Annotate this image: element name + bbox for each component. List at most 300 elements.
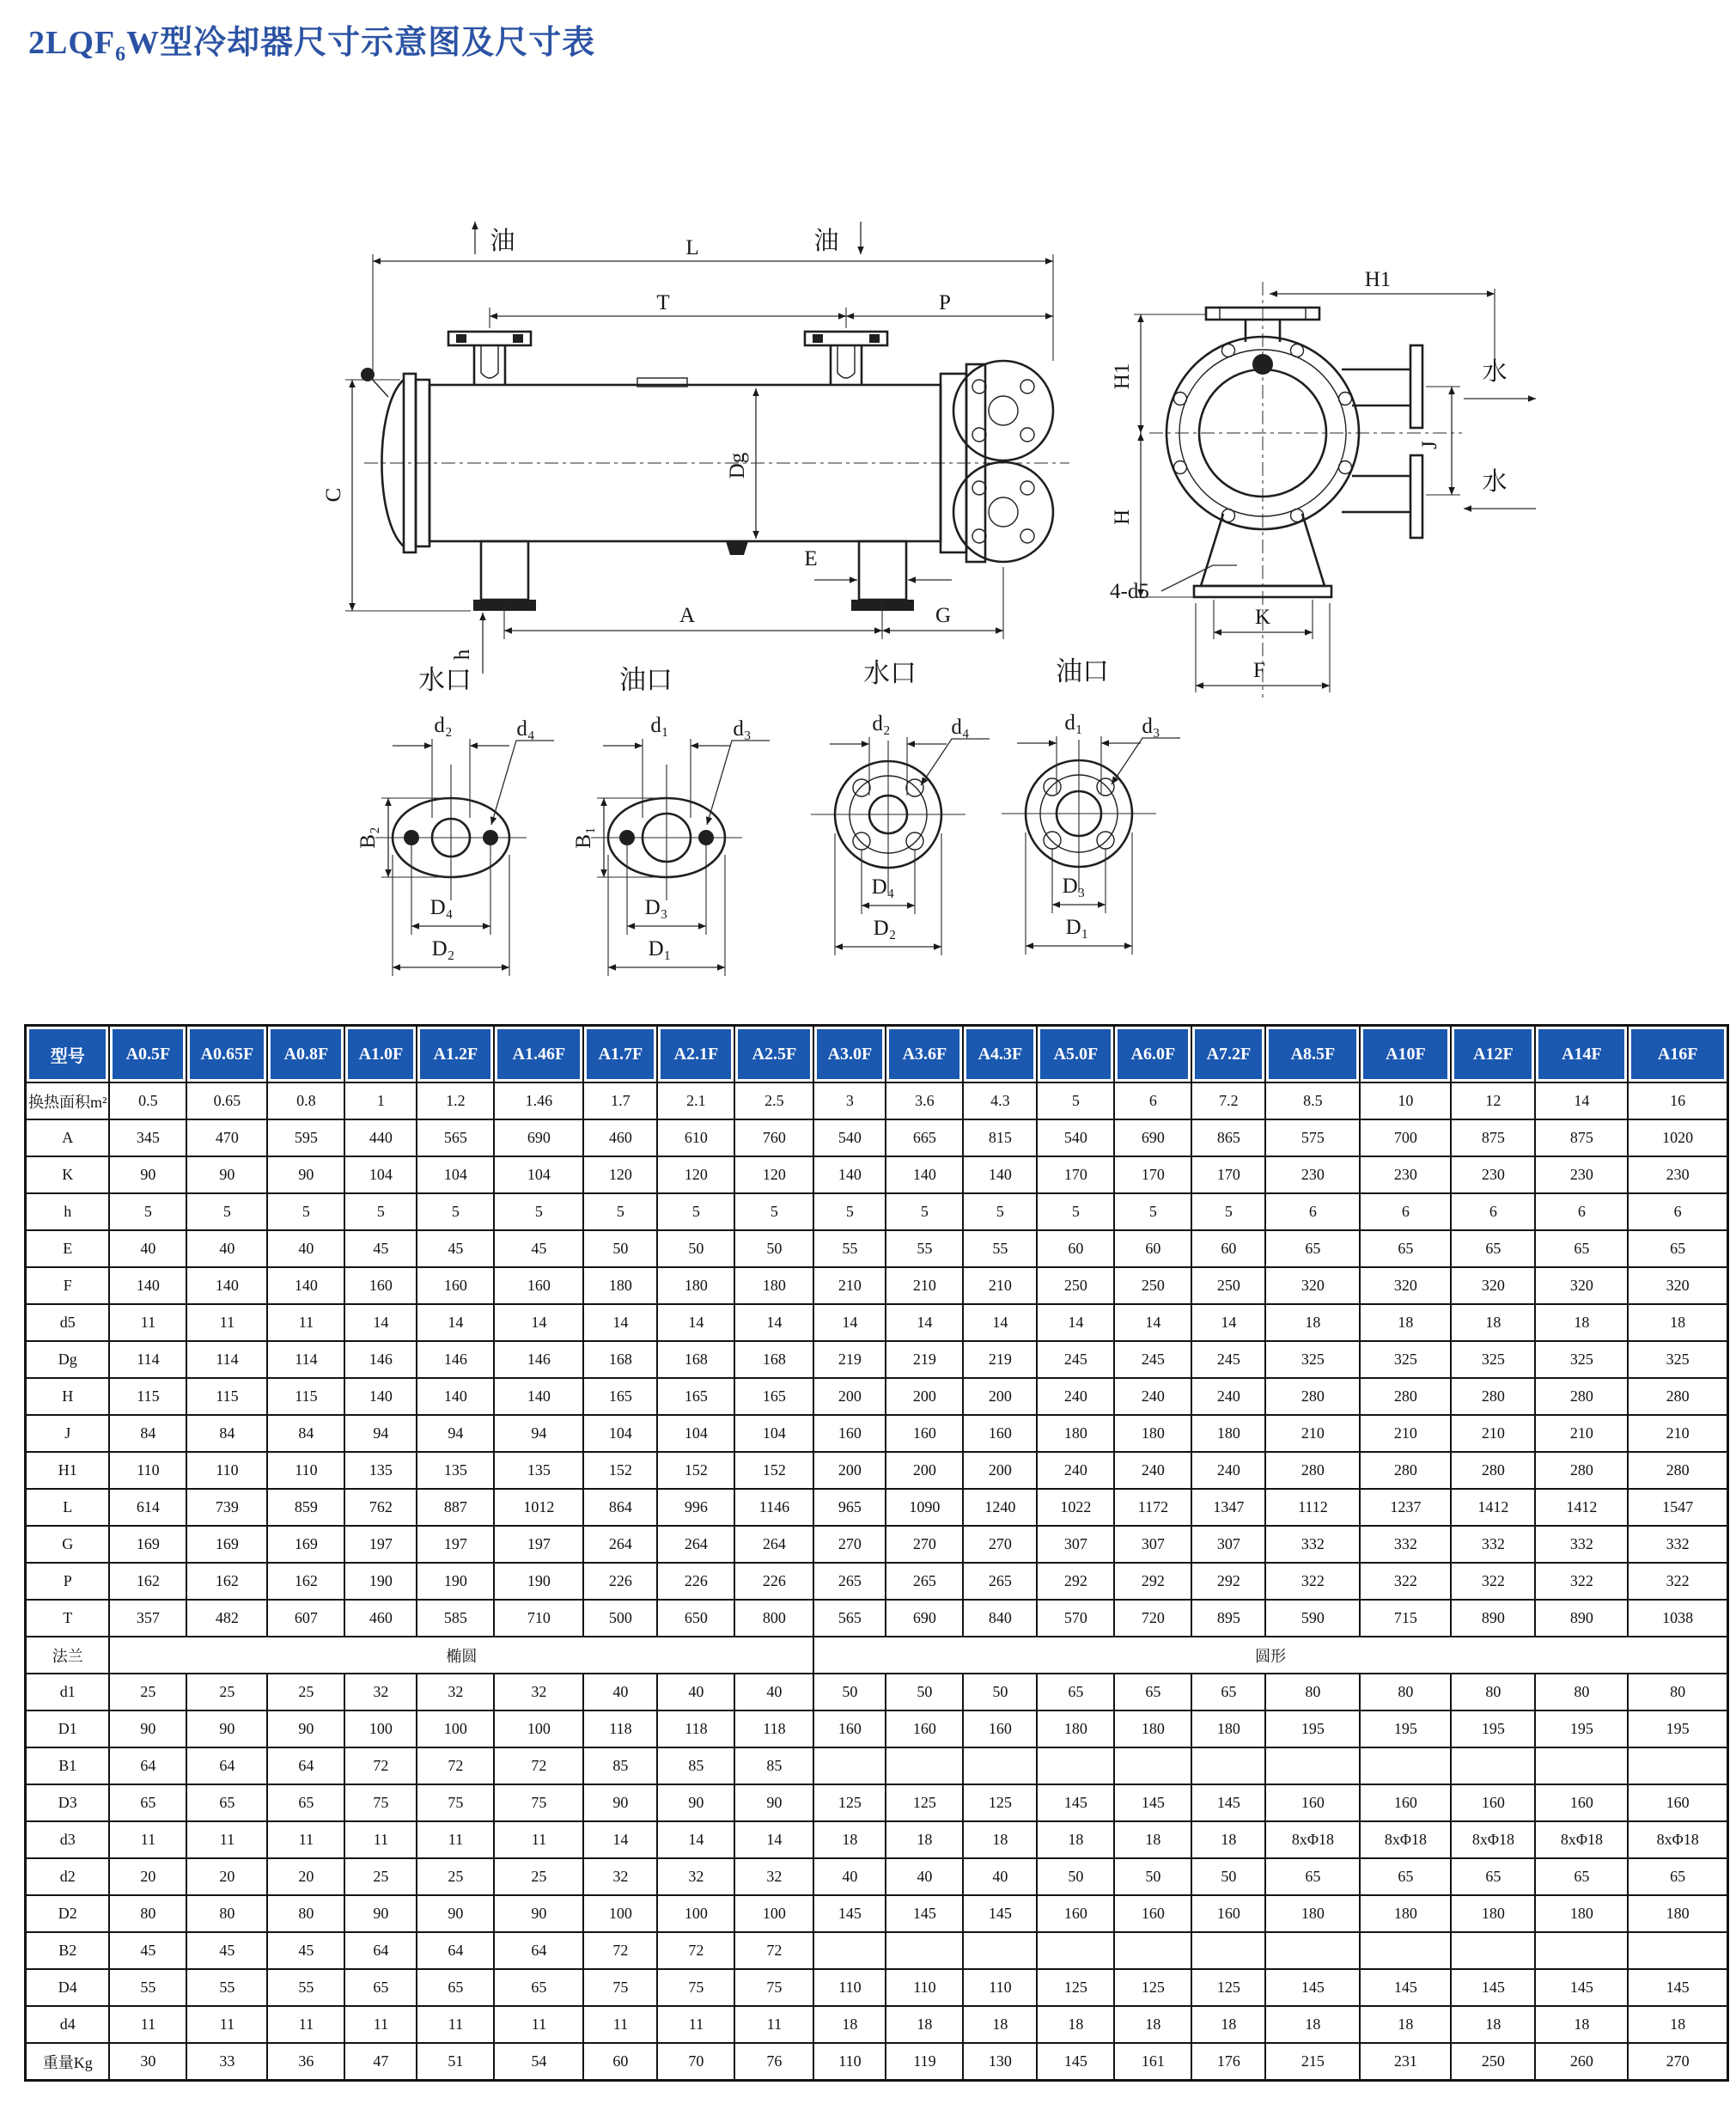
value-cell: 230: [1628, 1156, 1727, 1193]
value-cell: 18: [1535, 1304, 1628, 1341]
value-cell: 65: [1628, 1858, 1727, 1895]
value-cell: 5: [1037, 1082, 1114, 1119]
value-cell: [1114, 1747, 1191, 1784]
value-cell: 51: [417, 2043, 494, 2081]
value-cell: 280: [1535, 1452, 1628, 1489]
table-row: [26, 2043, 1728, 2081]
value-cell: 280: [1451, 1452, 1535, 1489]
row-label: T: [26, 1600, 110, 1637]
value-cell: 250: [1191, 1267, 1265, 1304]
value-cell: 1090: [886, 1489, 963, 1526]
value-cell: 40: [734, 1674, 813, 1710]
value-cell: 607: [267, 1600, 344, 1637]
water-label-upper: 水: [1482, 358, 1508, 386]
value-cell: 895: [1191, 1600, 1265, 1637]
value-cell: 145: [963, 1895, 1037, 1932]
value-cell: 865: [1191, 1119, 1265, 1156]
value-cell: 169: [186, 1526, 267, 1563]
value-cell: 292: [1191, 1563, 1265, 1600]
value-cell: 565: [813, 1600, 886, 1637]
value-cell: 115: [267, 1378, 344, 1415]
dim-L: L: [685, 236, 699, 259]
value-cell: 5: [267, 1193, 344, 1230]
model-header-cell: A0.65F: [186, 1026, 267, 1083]
dimension-table-wrap: [24, 1024, 1729, 2082]
row-label: H: [26, 1378, 110, 1415]
value-cell: 169: [109, 1526, 186, 1563]
end-view: [1110, 268, 1536, 698]
value-cell: 85: [657, 1747, 734, 1784]
value-cell: 875: [1451, 1119, 1535, 1156]
value-cell: 176: [1191, 2043, 1265, 2081]
value-cell: 11: [417, 1821, 494, 1858]
value-cell: 1022: [1037, 1489, 1114, 1526]
value-cell: 161: [1114, 2043, 1191, 2081]
value-cell: 460: [344, 1600, 417, 1637]
value-cell: 80: [1360, 1674, 1451, 1710]
value-cell: 40: [886, 1858, 963, 1895]
value-cell: 100: [344, 1710, 417, 1747]
value-cell: 332: [1628, 1526, 1727, 1563]
dim-D2-round: D₂: [873, 917, 897, 940]
value-cell: 60: [1037, 1230, 1114, 1267]
dim-A: A: [679, 604, 696, 627]
value-cell: 14: [657, 1304, 734, 1341]
model-header-cell: A5.0F: [1037, 1026, 1114, 1083]
dim-T: T: [656, 291, 670, 314]
value-cell: 64: [267, 1747, 344, 1784]
oil-label-left: 油: [490, 228, 515, 255]
value-cell: 18: [1628, 1304, 1727, 1341]
value-cell: 180: [1360, 1895, 1451, 1932]
value-cell: 100: [583, 1895, 657, 1932]
value-cell: 2.5: [734, 1082, 813, 1119]
value-cell: 292: [1114, 1563, 1191, 1600]
value-cell: 197: [417, 1526, 494, 1563]
value-cell: 195: [1360, 1710, 1451, 1747]
value-cell: 160: [417, 1267, 494, 1304]
value-cell: 65: [1535, 1858, 1628, 1895]
value-cell: 11: [657, 2006, 734, 2043]
value-cell: 160: [344, 1267, 417, 1304]
table-row: [26, 1747, 1728, 1784]
value-cell: 280: [1360, 1378, 1451, 1415]
value-cell: 90: [494, 1895, 583, 1932]
value-cell: 325: [1535, 1341, 1628, 1378]
value-cell: 135: [494, 1452, 583, 1489]
row-label: d1: [26, 1674, 110, 1710]
value-cell: 14: [1037, 1304, 1114, 1341]
value-cell: 11: [267, 2006, 344, 2043]
value-cell: 14: [734, 1821, 813, 1858]
value-cell: 345: [109, 1119, 186, 1156]
value-cell: 482: [186, 1600, 267, 1637]
value-cell: 125: [1037, 1969, 1114, 2006]
value-cell: 18: [1037, 2006, 1114, 2043]
value-cell: 0.5: [109, 1082, 186, 1119]
value-cell: 250: [1451, 2043, 1535, 2081]
row-label: H1: [26, 1452, 110, 1489]
value-cell: 65: [1451, 1858, 1535, 1895]
value-cell: 54: [494, 2043, 583, 2081]
page-title: [28, 15, 595, 67]
value-cell: 6: [1360, 1193, 1451, 1230]
value-cell: 710: [494, 1600, 583, 1637]
value-cell: [1360, 1932, 1451, 1969]
table-row: [26, 1304, 1728, 1341]
value-cell: [1114, 1932, 1191, 1969]
table-row: [26, 1784, 1728, 1821]
value-cell: 160: [1265, 1784, 1360, 1821]
value-cell: 140: [886, 1156, 963, 1193]
value-cell: 32: [734, 1858, 813, 1895]
value-cell: 40: [109, 1230, 186, 1267]
value-cell: 14: [583, 1304, 657, 1341]
header-row: [26, 1026, 1728, 1083]
value-cell: 160: [1451, 1784, 1535, 1821]
value-cell: 190: [344, 1563, 417, 1600]
value-cell: 890: [1535, 1600, 1628, 1637]
value-cell: 590: [1265, 1600, 1360, 1637]
value-cell: 75: [583, 1969, 657, 2006]
value-cell: 114: [267, 1341, 344, 1378]
value-cell: [1535, 1747, 1628, 1784]
value-cell: 240: [1191, 1452, 1265, 1489]
value-cell: 6: [1451, 1193, 1535, 1230]
value-cell: 219: [813, 1341, 886, 1378]
value-cell: 8.5: [1265, 1082, 1360, 1119]
value-cell: 11: [344, 2006, 417, 2043]
row-label: d2: [26, 1858, 110, 1895]
row-label: D4: [26, 1969, 110, 2006]
value-cell: 65: [1191, 1674, 1265, 1710]
value-cell: 14: [963, 1304, 1037, 1341]
value-cell: 75: [734, 1969, 813, 2006]
value-cell: 245: [1037, 1341, 1114, 1378]
value-cell: 110: [813, 2043, 886, 2081]
row-label: J: [26, 1415, 110, 1452]
value-cell: 25: [417, 1858, 494, 1895]
model-header-cell: A1.7F: [583, 1026, 657, 1083]
value-cell: 325: [1265, 1341, 1360, 1378]
value-cell: 265: [963, 1563, 1037, 1600]
value-cell: 90: [186, 1710, 267, 1747]
value-cell: 14: [494, 1304, 583, 1341]
value-cell: [963, 1747, 1037, 1784]
value-cell: 94: [344, 1415, 417, 1452]
value-cell: 118: [734, 1710, 813, 1747]
value-cell: 110: [886, 1969, 963, 2006]
value-cell: 195: [1535, 1710, 1628, 1747]
value-cell: 180: [1191, 1710, 1265, 1747]
value-cell: 14: [813, 1304, 886, 1341]
table-row: [26, 1489, 1728, 1526]
model-header-cell: A14F: [1535, 1026, 1628, 1083]
value-cell: 30: [109, 2043, 186, 2081]
value-cell: 11: [109, 1304, 186, 1341]
value-cell: 690: [886, 1600, 963, 1637]
value-cell: 18: [886, 2006, 963, 2043]
value-cell: 11: [494, 1821, 583, 1858]
value-cell: 325: [1360, 1341, 1451, 1378]
value-cell: 11: [186, 1821, 267, 1858]
value-cell: 1012: [494, 1489, 583, 1526]
value-cell: 160: [963, 1415, 1037, 1452]
value-cell: 90: [734, 1784, 813, 1821]
value-cell: 55: [813, 1230, 886, 1267]
flange-detail-oil-round: [1002, 656, 1180, 954]
value-cell: 575: [1265, 1119, 1360, 1156]
value-cell: 47: [344, 2043, 417, 2081]
table-row: [26, 2006, 1728, 2043]
value-cell: 240: [1037, 1378, 1114, 1415]
value-cell: 1020: [1628, 1119, 1727, 1156]
value-cell: 84: [109, 1415, 186, 1452]
value-cell: 118: [583, 1710, 657, 1747]
dim-d4-round: d₄: [951, 716, 970, 739]
value-cell: 200: [813, 1378, 886, 1415]
value-cell: 280: [1265, 1452, 1360, 1489]
value-cell: 1412: [1535, 1489, 1628, 1526]
table-row: [26, 1341, 1728, 1378]
model-header-cell: A2.5F: [734, 1026, 813, 1083]
value-cell: 2.1: [657, 1082, 734, 1119]
value-cell: 120: [583, 1156, 657, 1193]
value-cell: 65: [494, 1969, 583, 2006]
dim-D4-round: D₄: [871, 875, 895, 899]
value-cell: 8xΦ18: [1360, 1821, 1451, 1858]
table-row: [26, 1858, 1728, 1895]
value-cell: [1451, 1932, 1535, 1969]
value-cell: [1628, 1747, 1727, 1784]
row-label: d3: [26, 1821, 110, 1858]
value-cell: 5: [1114, 1193, 1191, 1230]
value-cell: 5: [657, 1193, 734, 1230]
side-view: [322, 222, 1069, 674]
flange-detail-oil-oval: [572, 665, 770, 976]
value-cell: [1037, 1932, 1114, 1969]
value-cell: 18: [1265, 2006, 1360, 2043]
value-cell: 65: [1265, 1230, 1360, 1267]
value-cell: 40: [583, 1674, 657, 1710]
value-cell: 18: [963, 2006, 1037, 2043]
dim-D1-round: D₁: [1065, 916, 1089, 939]
value-cell: 160: [1114, 1895, 1191, 1932]
value-cell: 815: [963, 1119, 1037, 1156]
value-cell: 1347: [1191, 1489, 1265, 1526]
row-label: D2: [26, 1895, 110, 1932]
value-cell: 55: [963, 1230, 1037, 1267]
value-cell: 570: [1037, 1600, 1114, 1637]
value-cell: 50: [1037, 1858, 1114, 1895]
value-cell: 25: [267, 1674, 344, 1710]
value-cell: 5: [1191, 1193, 1265, 1230]
value-cell: 168: [583, 1341, 657, 1378]
value-cell: 18: [813, 1821, 886, 1858]
value-cell: [1265, 1747, 1360, 1784]
value-cell: 6: [1628, 1193, 1727, 1230]
value-cell: 240: [1114, 1452, 1191, 1489]
row-label: B1: [26, 1747, 110, 1784]
value-cell: 32: [344, 1674, 417, 1710]
value-cell: 146: [494, 1341, 583, 1378]
value-cell: 760: [734, 1119, 813, 1156]
water-port-title-oval: 水口: [418, 665, 472, 695]
value-cell: 80: [1451, 1674, 1535, 1710]
value-cell: 180: [657, 1267, 734, 1304]
value-cell: [963, 1932, 1037, 1969]
model-header-cell: A16F: [1628, 1026, 1727, 1083]
value-cell: 200: [886, 1452, 963, 1489]
value-cell: 20: [109, 1858, 186, 1895]
value-cell: 160: [963, 1710, 1037, 1747]
value-cell: 40: [267, 1230, 344, 1267]
dim-d2-oval: d₂: [434, 714, 453, 737]
table-row: [26, 1230, 1728, 1267]
value-cell: 595: [267, 1119, 344, 1156]
table-row: [26, 1378, 1728, 1415]
value-cell: 110: [267, 1452, 344, 1489]
table-row: [26, 1895, 1728, 1932]
value-cell: 230: [1360, 1156, 1451, 1193]
value-cell: 33: [186, 2043, 267, 2081]
value-cell: 114: [186, 1341, 267, 1378]
value-cell: 11: [494, 2006, 583, 2043]
value-cell: 90: [267, 1710, 344, 1747]
value-cell: 160: [1037, 1895, 1114, 1932]
value-cell: 72: [417, 1747, 494, 1784]
value-cell: 80: [1628, 1674, 1727, 1710]
value-cell: 14: [1114, 1304, 1191, 1341]
value-cell: 165: [734, 1378, 813, 1415]
value-cell: 5: [109, 1193, 186, 1230]
value-cell: 320: [1360, 1267, 1451, 1304]
value-cell: 210: [813, 1267, 886, 1304]
value-cell: 64: [344, 1932, 417, 1969]
value-cell: 1038: [1628, 1600, 1727, 1637]
value-cell: 75: [417, 1784, 494, 1821]
model-header-cell: A12F: [1451, 1026, 1535, 1083]
value-cell: 6: [1535, 1193, 1628, 1230]
value-cell: 65: [1360, 1230, 1451, 1267]
value-cell: 65: [344, 1969, 417, 2006]
value-cell: 85: [583, 1747, 657, 1784]
value-cell: 700: [1360, 1119, 1451, 1156]
value-cell: 440: [344, 1119, 417, 1156]
value-cell: 6: [1114, 1082, 1191, 1119]
value-cell: 215: [1265, 2043, 1360, 2081]
table-row: [26, 1637, 1728, 1674]
value-cell: 195: [1265, 1710, 1360, 1747]
dim-K: K: [1254, 606, 1271, 629]
value-cell: 887: [417, 1489, 494, 1526]
value-cell: 1.2: [417, 1082, 494, 1119]
dimension-table: [24, 1024, 1729, 2082]
value-cell: 146: [344, 1341, 417, 1378]
value-cell: 32: [417, 1674, 494, 1710]
value-cell: 32: [494, 1674, 583, 1710]
value-cell: 690: [494, 1119, 583, 1156]
value-cell: 160: [886, 1415, 963, 1452]
value-cell: 18: [1360, 1304, 1451, 1341]
value-cell: 200: [963, 1452, 1037, 1489]
value-cell: 610: [657, 1119, 734, 1156]
value-cell: 55: [186, 1969, 267, 2006]
row-label: K: [26, 1156, 110, 1193]
dim-B2: B₂: [356, 826, 380, 849]
value-cell: 55: [109, 1969, 186, 2006]
value-cell: 146: [417, 1341, 494, 1378]
dim-H1-top: H1: [1364, 268, 1392, 291]
value-cell: 145: [1037, 1784, 1114, 1821]
value-cell: 90: [657, 1784, 734, 1821]
value-cell: 292: [1037, 1563, 1114, 1600]
value-cell: 240: [1037, 1452, 1114, 1489]
row-label: D1: [26, 1710, 110, 1747]
value-cell: 320: [1628, 1267, 1727, 1304]
value-cell: 5: [417, 1193, 494, 1230]
value-cell: 180: [1265, 1895, 1360, 1932]
value-cell: 200: [886, 1378, 963, 1415]
model-header-cell: A4.3F: [963, 1026, 1037, 1083]
value-cell: 65: [267, 1784, 344, 1821]
value-cell: 180: [1535, 1895, 1628, 1932]
value-cell: 890: [1451, 1600, 1535, 1637]
row-label: D3: [26, 1784, 110, 1821]
value-cell: 90: [109, 1156, 186, 1193]
value-cell: 210: [1265, 1415, 1360, 1452]
value-cell: 160: [1628, 1784, 1727, 1821]
value-cell: 200: [813, 1452, 886, 1489]
value-cell: 170: [1114, 1156, 1191, 1193]
row-label: Dg: [26, 1341, 110, 1378]
row-label: G: [26, 1526, 110, 1563]
value-cell: 45: [344, 1230, 417, 1267]
value-cell: 197: [494, 1526, 583, 1563]
value-cell: 18: [963, 1821, 1037, 1858]
value-cell: 231: [1360, 2043, 1451, 2081]
value-cell: 85: [734, 1747, 813, 1784]
value-cell: 169: [267, 1526, 344, 1563]
value-cell: 84: [267, 1415, 344, 1452]
value-cell: 104: [417, 1156, 494, 1193]
value-cell: [1265, 1932, 1360, 1969]
dim-d1-round: d₁: [1064, 711, 1083, 735]
value-cell: 118: [657, 1710, 734, 1747]
value-cell: 18: [886, 1821, 963, 1858]
value-cell: 14: [344, 1304, 417, 1341]
value-cell: 145: [1451, 1969, 1535, 2006]
value-cell: 325: [1451, 1341, 1535, 1378]
value-cell: 320: [1265, 1267, 1360, 1304]
value-cell: 18: [813, 2006, 886, 2043]
value-cell: 5: [1037, 1193, 1114, 1230]
value-cell: 195: [1628, 1710, 1727, 1747]
value-cell: 104: [734, 1415, 813, 1452]
value-cell: 165: [657, 1378, 734, 1415]
value-cell: 145: [1037, 2043, 1114, 2081]
model-header-cell: A0.5F: [109, 1026, 186, 1083]
value-cell: 4.3: [963, 1082, 1037, 1119]
value-cell: 110: [963, 1969, 1037, 2006]
value-cell: 197: [344, 1526, 417, 1563]
value-cell: 585: [417, 1600, 494, 1637]
value-cell: 140: [109, 1267, 186, 1304]
value-cell: 18: [1535, 2006, 1628, 2043]
value-cell: 100: [734, 1895, 813, 1932]
value-cell: 64: [417, 1932, 494, 1969]
value-cell: 859: [267, 1489, 344, 1526]
